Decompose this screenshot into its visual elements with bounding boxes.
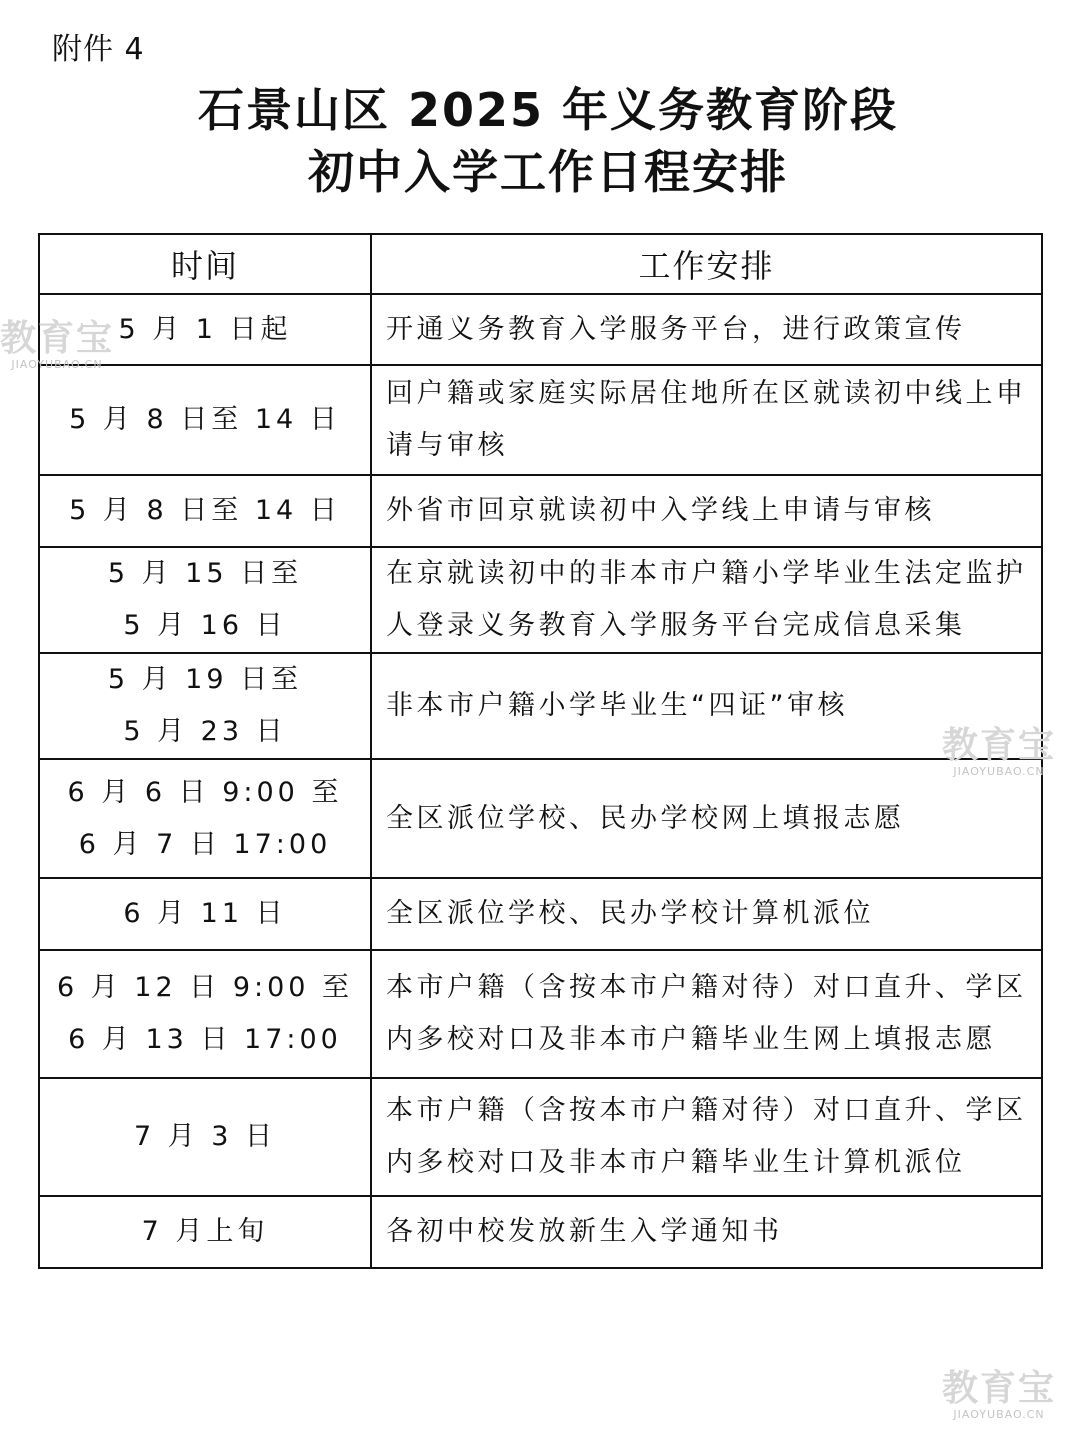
time-cell: [39, 294, 371, 365]
table-row: [39, 365, 1042, 475]
watermark-brand: 教育宝: [0, 318, 115, 359]
task-cell: 回户籍或家庭实际居住地所在区就读初中线上申请与审核: [371, 365, 1042, 475]
time-text: 7 月 3 日: [133, 1121, 277, 1152]
time-text: 5 月 8 日至 14 日: [69, 404, 341, 435]
header-task: 工作安排: [371, 234, 1042, 294]
table-row: [39, 653, 1042, 759]
time-text: 5 月 23 日: [123, 716, 287, 747]
time-text: 7 月上旬: [141, 1216, 269, 1247]
time-cell: [39, 1078, 371, 1196]
time-cell: [39, 547, 371, 653]
watermark-brand: 教育宝: [942, 725, 1057, 766]
watermark-logo: [942, 1370, 1056, 1421]
time-text: 6 月 13 日 17:00: [68, 1024, 342, 1055]
time-text: 6 月 7 日 17:00: [78, 828, 332, 860]
table-header-row: [39, 234, 1042, 294]
document-title-line-2: 初中入学工作日程安排: [308, 145, 788, 199]
time-text: 5 月 19 日至: [107, 664, 303, 695]
time-text: 5 月 15 日至: [107, 558, 303, 589]
watermark-domain: JIAOYUBAO.CN: [953, 1408, 1045, 1421]
task-cell: 全区派位学校、民办学校计算机派位: [371, 878, 1042, 950]
time-cell: [39, 653, 371, 759]
watermark-brand: 教育宝: [942, 1368, 1057, 1409]
time-text: 6 月 11 日: [123, 898, 287, 929]
attachment-label: 附件 4: [52, 32, 145, 67]
time-text: 6 月 6 日 9:00 至: [67, 776, 343, 808]
task-cell: 非本市户籍小学毕业生“四证”审核: [371, 653, 1042, 759]
schedule-table: [38, 233, 1043, 1269]
table-row: [39, 1196, 1042, 1268]
time-cell: [39, 950, 371, 1078]
time-text: 5 月 8 日至 14 日: [69, 495, 341, 526]
time-cell: [39, 365, 371, 475]
time-cell: [39, 759, 371, 878]
time-text: 6 月 12 日 9:00 至: [56, 972, 354, 1003]
time-text: 5 月 1 日起: [118, 313, 292, 345]
task-cell: 外省市回京就读初中入学线上申请与审核: [371, 475, 1042, 547]
table-row: [39, 759, 1042, 878]
task-cell: 各初中校发放新生入学通知书: [371, 1196, 1042, 1268]
watermark-domain: JIAOYUBAO.CN: [953, 765, 1045, 778]
time-cell: [39, 475, 371, 547]
task-cell: 本市户籍（含按本市户籍对待）对口直升、学区内多校对口及非本市户籍毕业生计算机派位: [371, 1078, 1042, 1196]
table-row: [39, 1078, 1042, 1196]
table-row: [39, 294, 1042, 365]
task-cell: 全区派位学校、民办学校网上填报志愿: [371, 759, 1042, 878]
time-cell: [39, 1196, 371, 1268]
time-cell: [39, 878, 371, 950]
task-cell: 开通义务教育入学服务平台，进行政策宣传: [371, 294, 1042, 365]
task-cell: 本市户籍（含按本市户籍对待）对口直升、学区内多校对口及非本市户籍毕业生网上填报志愿: [371, 950, 1042, 1078]
watermark-domain: JIAOYUBAO.CN: [11, 358, 103, 371]
table-row: [39, 878, 1042, 950]
header-time: 时间: [39, 234, 371, 294]
table-row: [39, 950, 1042, 1078]
table-row: [39, 475, 1042, 547]
task-cell: 在京就读初中的非本市户籍小学毕业生法定监护人登录义务教育入学服务平台完成信息采集: [371, 547, 1042, 653]
document-title-line-1: 石景山区 2025 年义务教育阶段: [197, 83, 899, 137]
table-row: [39, 547, 1042, 653]
time-text: 5 月 16 日: [123, 610, 287, 641]
